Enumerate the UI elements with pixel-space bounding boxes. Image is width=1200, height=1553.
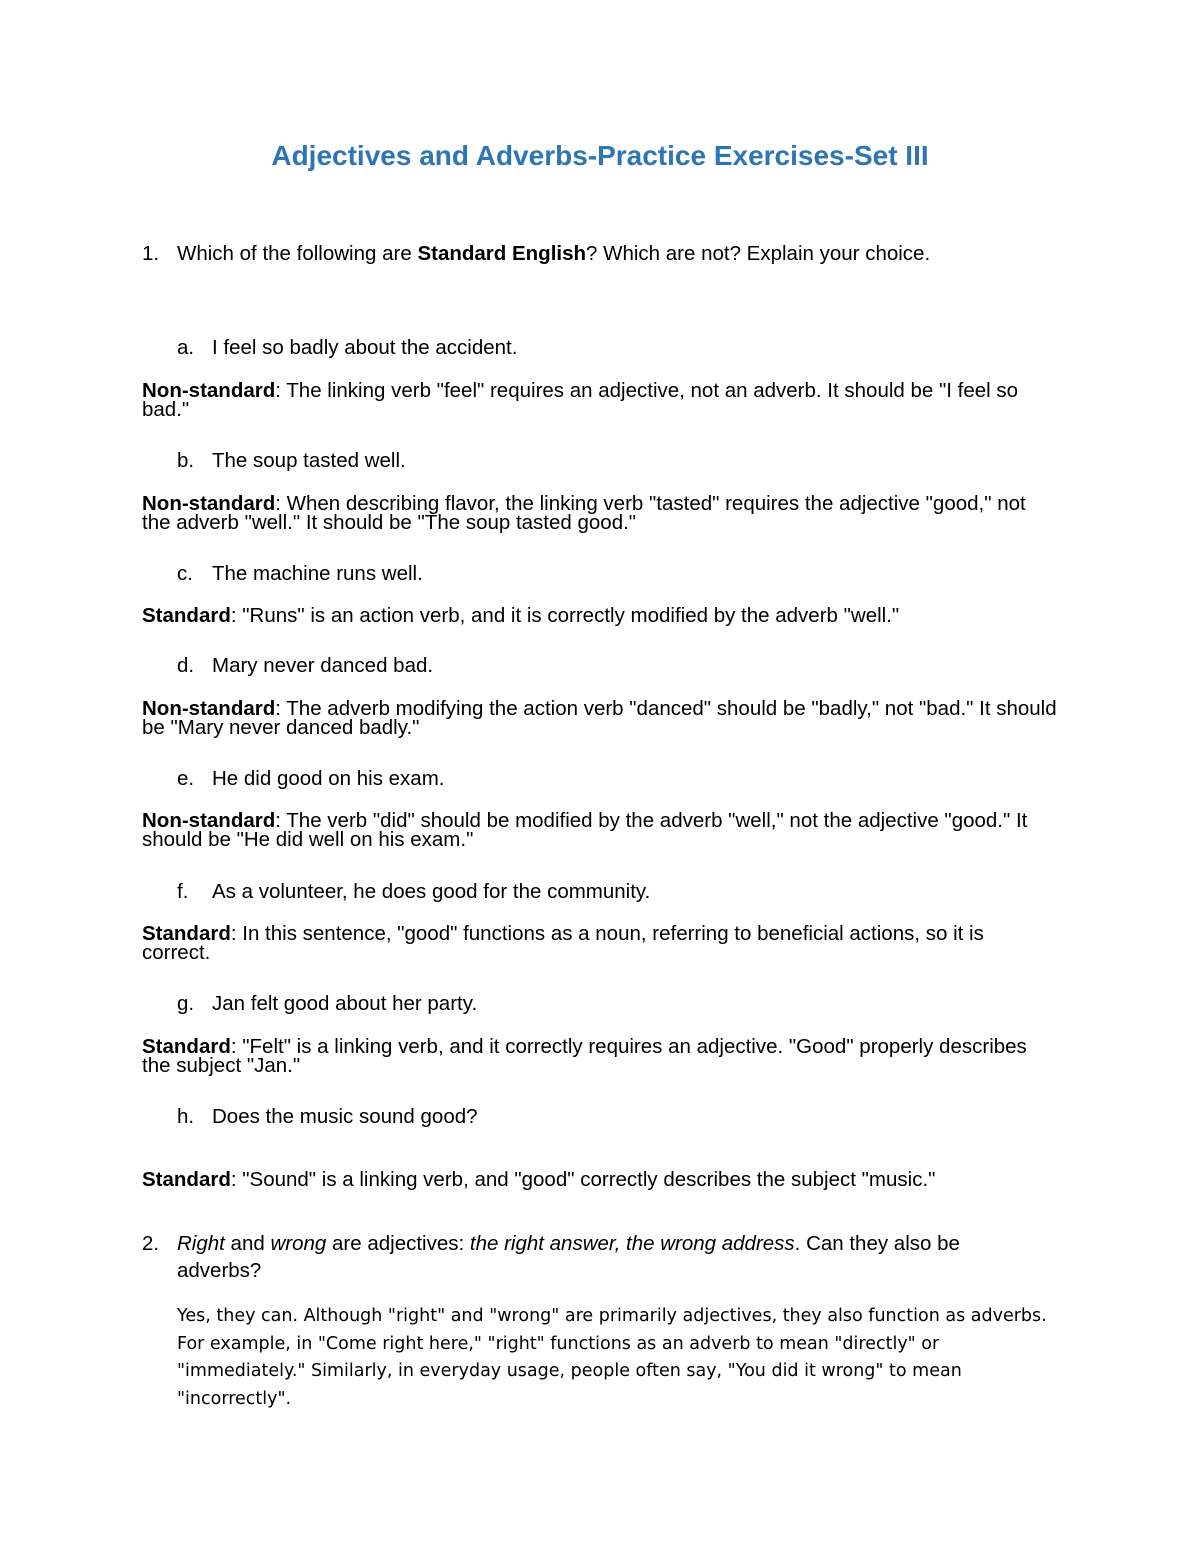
answer-label: Standard [142, 1035, 231, 1058]
question-number: 1. [142, 242, 160, 265]
item-letter: b. [177, 449, 195, 472]
answer-label: Standard [142, 604, 231, 627]
page-title: Adjectives and Adverbs-Practice Exercises-Set III [271, 140, 929, 171]
item-letter: h. [177, 1105, 195, 1128]
item-letter: c. [177, 562, 193, 585]
answer-explanation: : "Felt" is a linking verb, and it correctly requires an adjective. "Good" properly describes the subject "Jan." [142, 1035, 1027, 1077]
item-sentence: The soup tasted well. [212, 449, 406, 472]
answer-label: Standard [142, 1168, 231, 1191]
answer-explanation: : The adverb modifying the action verb "danced" should be "badly," not "bad." It should be "Mary never danced badly." [142, 697, 1057, 739]
answer-label: Non-standard [142, 379, 276, 402]
answer-explanation: : In this sentence, "good" functions as a noun, referring to beneficial actions, so it is correct. [142, 922, 984, 964]
answer-explanation: : The linking verb "feel" requires an adjective, not an adverb. It should be "I feel so bad." [142, 379, 1019, 421]
answer [142, 1037, 1057, 1075]
answer [142, 924, 1057, 962]
item-letter: a. [177, 336, 195, 359]
question-number: 2. [142, 1232, 160, 1255]
answer [142, 381, 1057, 419]
item-sentence: As a volunteer, he does good for the community. [212, 880, 651, 903]
answer-explanation: : The verb "did" should be modified by the adverb "well," not the adjective "good." It should be "He did well on his exam." [142, 809, 1028, 851]
answer-label: Standard [142, 922, 231, 945]
item-sentence: Does the music sound good? [212, 1105, 478, 1128]
item-sentence: The machine runs well. [212, 562, 423, 585]
item-sentence: He did good on his exam. [212, 767, 445, 790]
answer [142, 606, 1057, 625]
answer [142, 494, 1057, 532]
answer [142, 811, 1057, 849]
item-letter: g. [177, 992, 195, 1015]
answer-explanation: : "Runs" is an action verb, and it is correctly modified by the adverb "well." [230, 604, 900, 627]
answer-explanation: : "Sound" is a linking verb, and "good" correctly describes the subject "music." [230, 1168, 936, 1191]
item-sentence: Mary never danced bad. [212, 654, 434, 677]
question-text: Right and wrong are adjectives: the right answer, the wrong address. Can they also be adverbs? [177, 1232, 960, 1282]
answer [142, 699, 1057, 737]
answer [142, 1170, 1057, 1189]
item-letter: f. [177, 880, 189, 903]
answer-label: Non-standard [142, 492, 276, 515]
answer-label: Non-standard [142, 809, 276, 832]
item-sentence: I feel so badly about the accident. [212, 336, 518, 359]
answer-explanation: : When describing flavor, the linking verb "tasted" requires the adjective "good," not the adverb "well." It should be "The soup tasted good." [142, 492, 1026, 534]
question-text: Which of the following are Standard English? Which are not? Explain your choice. [177, 242, 931, 265]
item-letter: e. [177, 767, 195, 790]
answer-label: Non-standard [142, 697, 276, 720]
item-letter: d. [177, 654, 195, 677]
question-2-answer: Yes, they can. Although "right" and "wrong" are primarily adjectives, they also function as adverbs. For example, in "Come right here," "right" functions as an adverb to mean "directly" or "immediately." Similarly, in everyday usage, people often say, "You did it wrong" to mean "incorrectly". [177, 1306, 1047, 1409]
item-sentence: Jan felt good about her party. [212, 992, 478, 1015]
